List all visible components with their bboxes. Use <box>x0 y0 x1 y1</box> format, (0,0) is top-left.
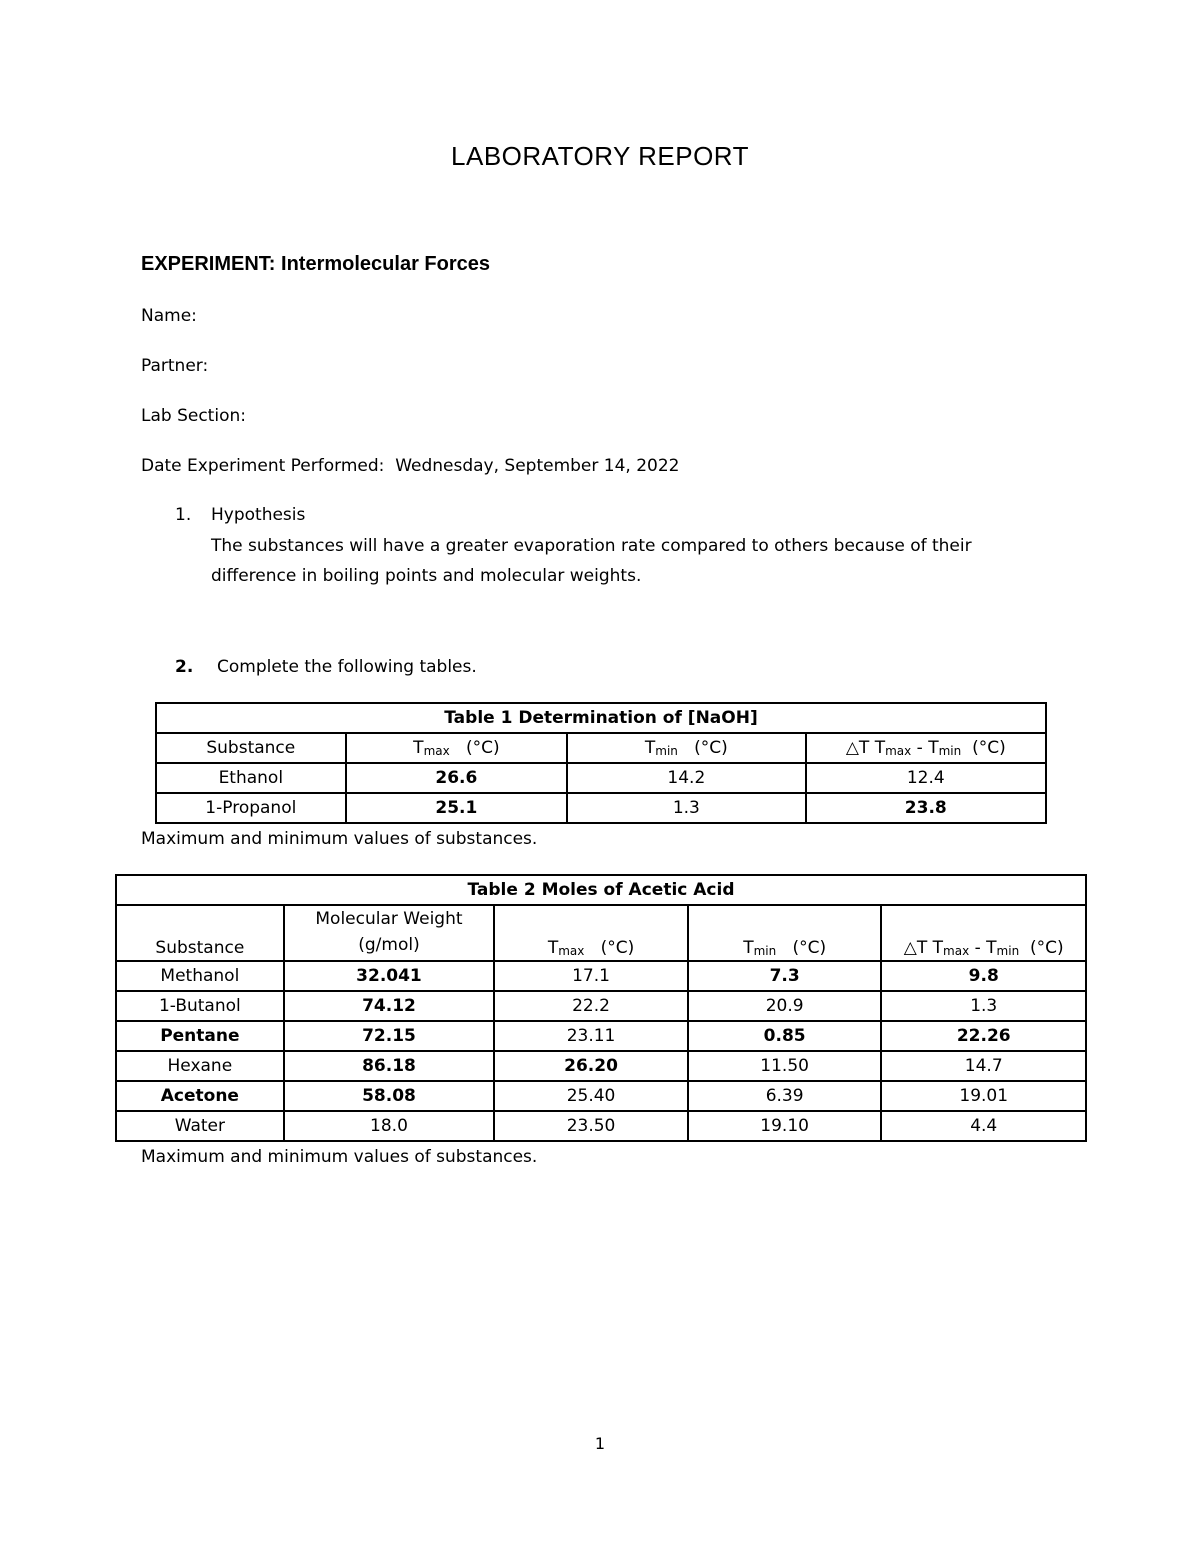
cell-tmin: 19.10 <box>688 1111 882 1141</box>
lab-section-field: Lab Section: <box>141 406 246 426</box>
cell-substance: 1-Butanol <box>116 991 284 1021</box>
cell-tmin: 1.3 <box>567 793 805 823</box>
hypothesis-number: 1. <box>175 505 192 525</box>
table-row <box>116 1051 1086 1081</box>
table-header-row <box>116 905 1086 961</box>
cell-delta-t: 22.26 <box>881 1021 1086 1051</box>
cell-tmax: 25.1 <box>346 793 568 823</box>
question-2-text: Complete the following tables. <box>217 657 477 677</box>
header-molecular-weight: Molecular Weight (g/mol) <box>284 905 495 961</box>
table-1-note: Maximum and minimum values of substances. <box>141 829 538 849</box>
table-caption-row <box>156 703 1046 733</box>
table-row <box>116 961 1086 991</box>
question-2-number: 2. <box>175 657 194 677</box>
cell-tmin: 0.85 <box>688 1021 882 1051</box>
cell-tmax: 17.1 <box>494 961 688 991</box>
partner-field: Partner: <box>141 356 209 376</box>
table-1 <box>155 702 1047 824</box>
cell-molecular-weight: 86.18 <box>284 1051 495 1081</box>
header-substance: Substance <box>156 733 346 763</box>
cell-substance: Acetone <box>116 1081 284 1111</box>
table-row <box>116 1081 1086 1111</box>
table-row <box>156 793 1046 823</box>
page-title: LABORATORY REPORT <box>451 141 749 171</box>
cell-molecular-weight: 32.041 <box>284 961 495 991</box>
cell-delta-t: 1.3 <box>881 991 1086 1021</box>
table-row <box>116 1021 1086 1051</box>
header-delta-t: △T $T_{max} - T_{min}$ (°C) <box>806 733 1046 763</box>
table-2-note: Maximum and minimum values of substances. <box>141 1147 538 1167</box>
cell-delta-t: 19.01 <box>881 1081 1086 1111</box>
cell-delta-t: 23.8 <box>806 793 1046 823</box>
cell-tmax: 25.40 <box>494 1081 688 1111</box>
page-number: 1 <box>594 1434 606 1453</box>
header-tmin: $T_{min}$ (°C) <box>567 733 805 763</box>
cell-substance: Hexane <box>116 1051 284 1081</box>
experiment-label: EXPERIMENT: <box>141 253 276 275</box>
date-value: Wednesday, September 14, 2022 <box>395 456 680 476</box>
experiment-heading <box>141 253 490 276</box>
cell-delta-t: 4.4 <box>881 1111 1086 1141</box>
cell-substance: Water <box>116 1111 284 1141</box>
table-row <box>116 991 1086 1021</box>
cell-delta-t: 12.4 <box>806 763 1046 793</box>
cell-tmin: 7.3 <box>688 961 882 991</box>
hypothesis-text-line-2: difference in boiling points and molecular weights. <box>211 566 642 586</box>
experiment-name: Intermolecular Forces <box>281 253 490 275</box>
cell-molecular-weight: 72.15 <box>284 1021 495 1051</box>
cell-tmin: 20.9 <box>688 991 882 1021</box>
cell-tmax: 26.20 <box>494 1051 688 1081</box>
header-tmin: $T_{min}$ (°C) <box>688 905 882 961</box>
table-header-row <box>156 733 1046 763</box>
header-delta-t: △T $T_{max} - T_{min}$ (°C) <box>881 905 1086 961</box>
date-field <box>141 456 680 476</box>
date-label: Date Experiment Performed: <box>141 456 385 476</box>
cell-molecular-weight: 58.08 <box>284 1081 495 1111</box>
cell-molecular-weight: 74.12 <box>284 991 495 1021</box>
header-substance: Substance <box>116 905 284 961</box>
cell-molecular-weight: 18.0 <box>284 1111 495 1141</box>
table-caption-row <box>116 875 1086 905</box>
table-row <box>156 763 1046 793</box>
cell-tmax: 23.11 <box>494 1021 688 1051</box>
name-field: Name: <box>141 306 197 326</box>
cell-delta-t: 9.8 <box>881 961 1086 991</box>
cell-tmax: 22.2 <box>494 991 688 1021</box>
cell-tmin: 14.2 <box>567 763 805 793</box>
table-2-caption: Table 2 Moles of Acetic Acid <box>116 875 1086 905</box>
cell-tmin: 6.39 <box>688 1081 882 1111</box>
cell-tmax: 26.6 <box>346 763 568 793</box>
cell-substance: Methanol <box>116 961 284 991</box>
table-2 <box>115 874 1087 1142</box>
cell-substance: Ethanol <box>156 763 346 793</box>
cell-tmin: 11.50 <box>688 1051 882 1081</box>
cell-tmax: 23.50 <box>494 1111 688 1141</box>
header-tmax: $T_{max}$ (°C) <box>346 733 568 763</box>
cell-substance: Pentane <box>116 1021 284 1051</box>
table-row <box>116 1111 1086 1141</box>
header-tmax: $T_{max}$ (°C) <box>494 905 688 961</box>
cell-substance: 1-Propanol <box>156 793 346 823</box>
cell-delta-t: 14.7 <box>881 1051 1086 1081</box>
hypothesis-title: Hypothesis <box>211 505 306 525</box>
hypothesis-text-line-1: The substances will have a greater evaporation rate compared to others because of their <box>211 536 972 556</box>
table-1-caption: Table 1 Determination of [NaOH] <box>156 703 1046 733</box>
